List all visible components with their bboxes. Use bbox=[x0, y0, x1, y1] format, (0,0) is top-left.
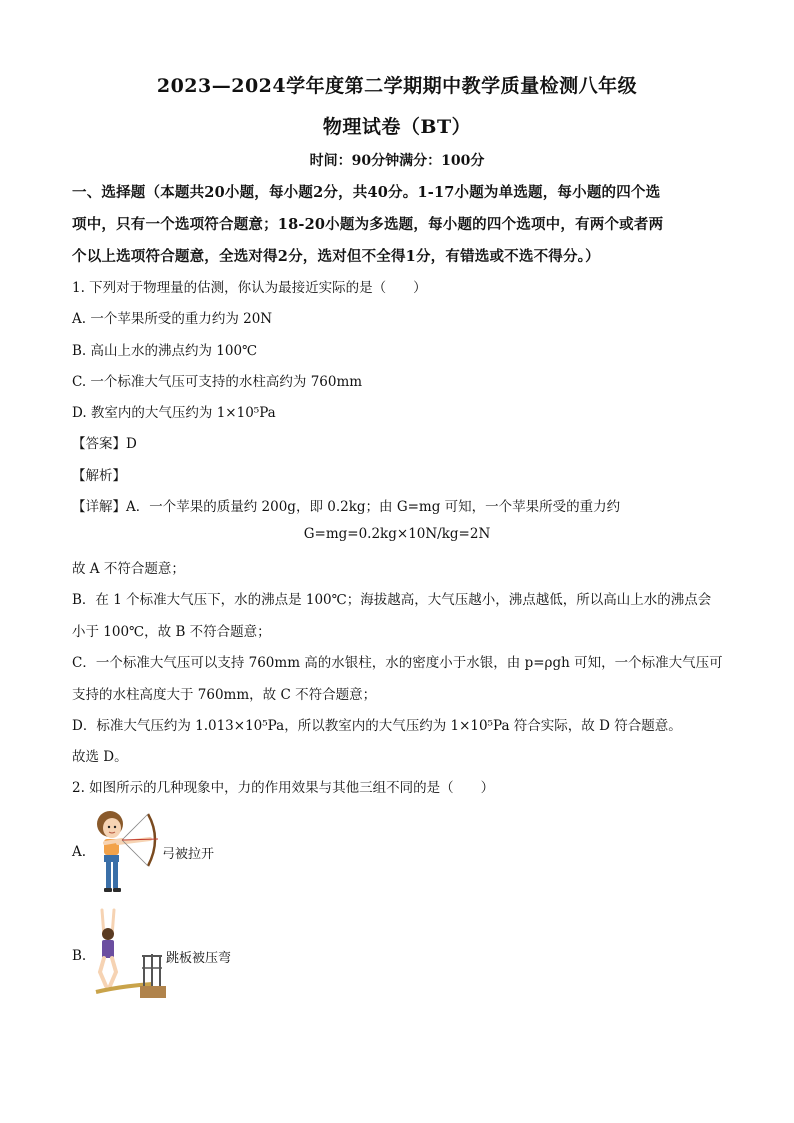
q1-detail-line-4: 小于 100℃，故 B 不符合题意； bbox=[72, 624, 271, 640]
diver-springboard-illustration bbox=[92, 906, 172, 1002]
q1-answer: 【答案】D bbox=[72, 436, 137, 452]
q1-detail-line-1: 【详解】A．一个苹果的质量约 200g，即 0.2kg；由 G=mg 可知，一个苹果所受的重力约 bbox=[72, 499, 621, 515]
section-heading-line-1: 一、选择题（本题共20小题，每小题2分，共40分。1-17小题为单选题，每小题的四个选 bbox=[72, 184, 661, 201]
q1-option-d: D. 教室内的大气压约为 1×10⁵Pa bbox=[72, 405, 276, 421]
q1-option-a: A. 一个苹果所受的重力约为 20N bbox=[72, 311, 273, 327]
time-info: 时间：90分钟满分：100分 bbox=[309, 153, 485, 169]
section-heading-line-3: 个以上选项符合题意，全选对得2分，选对但不全得1分，有错选或不选不得分。） bbox=[72, 248, 600, 265]
q2-option-a-caption: 弓被拉开 bbox=[162, 847, 215, 862]
q1-option-b: B. 高山上水的沸点约为 100℃ bbox=[72, 343, 258, 359]
q1-detail-line-2: 故 A 不符合题意； bbox=[72, 561, 185, 577]
q1-detail-line-3: B．在 1 个标准大气压下，水的沸点是 100℃；海拔越高，大气压越小，沸点越低，所以高山上水的沸点会 bbox=[72, 592, 712, 608]
q1-detail-line-5: C．一个标准大气压可以支持 760mm 高的水银柱，水的密度小于水银，由 p=ρgh 可知，一个标准大气压可 bbox=[72, 655, 723, 671]
q2-stem: 2. 如图所示的几种现象中，力的作用效果与其他三组不同的是（ ） bbox=[72, 780, 495, 796]
q1-formula: G=mg=0.2kg×10N/kg=2N bbox=[303, 526, 491, 542]
section-heading-line-2: 项中，只有一个选项符合题意；18-20小题为多选题，每小题的四个选项中，有两个或者两 bbox=[72, 216, 664, 233]
exam-subtitle: 物理试卷（BT） bbox=[322, 116, 472, 138]
q2-option-b-label: B. bbox=[72, 948, 87, 964]
q1-detail-line-6: 支持的水柱高度大于 760mm，故 C 不符合题意； bbox=[72, 687, 377, 703]
q2-option-a-label: A. bbox=[72, 844, 87, 860]
q1-option-c: C. 一个标准大气压可支持的水柱高约为 760mm bbox=[72, 374, 363, 390]
q1-analysis-label: 【解析】 bbox=[72, 468, 126, 484]
girl-archer-illustration bbox=[88, 806, 168, 898]
q2-option-b-caption: 跳板被压弯 bbox=[166, 951, 232, 966]
exam-title: 2023—2024学年度第二学期期中教学质量检测八年级 bbox=[156, 75, 638, 97]
q1-stem: 1. 下列对于物理量的估测，你认为最接近实际的是（ ） bbox=[72, 280, 427, 296]
q1-conclusion: 故选 D。 bbox=[72, 749, 128, 765]
q1-detail-line-7: D．标准大气压约为 1.013×10⁵Pa，所以教室内的大气压约为 1×10⁵Pa 符合实际，故 D 符合题意。 bbox=[72, 718, 682, 734]
